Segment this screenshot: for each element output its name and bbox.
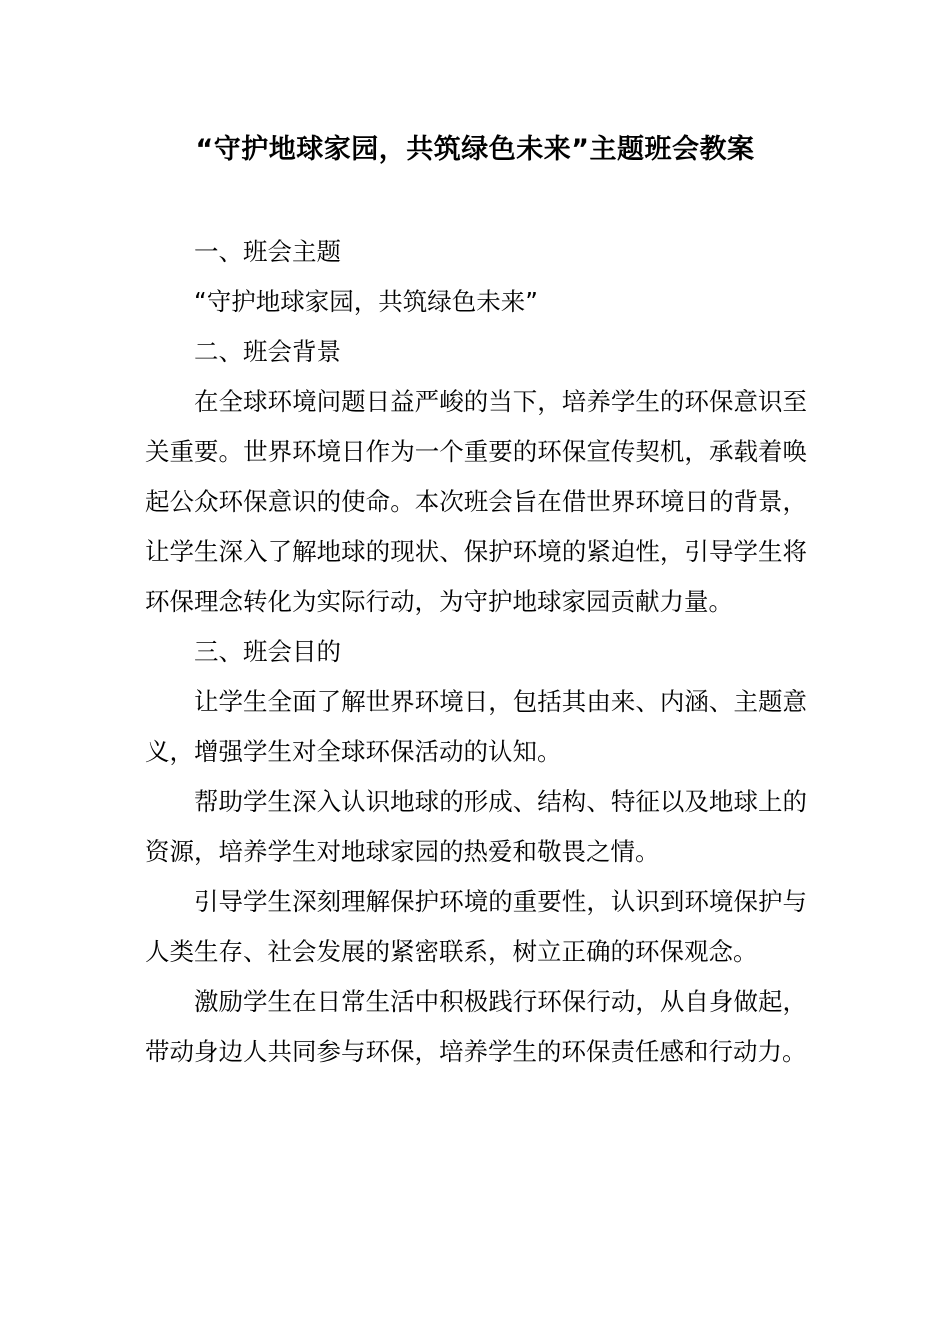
document-title: “守护地球家园，共筑绿色未来”主题班会教案 [195,134,755,165]
section-heading-theme: 一、班会主题 [194,237,341,266]
purpose-paragraph-3: 引导学生深刻理解保护环境的重要性，认识到环境保护与人类生存、社会发展的紧密联系，树立正确的环保观念。 [145,887,807,966]
background-paragraph: 在全球环境问题日益严峻的当下，培养学生的环保意识至关重要。世界环境日作为一个重要的环保宣传契机，承载着唤起公众环保意识的使命。本次班会旨在借世界环境日的背景，让学生深入了解地球的现状、保护环境的紧迫性，引导学生将环保理念转化为实际行动，为守护地球家园贡献力量。 [145,387,807,616]
purpose-paragraph-2: 帮助学生深入认识地球的形成、结构、特征以及地球上的资源，培养学生对地球家园的热爱和敬畏之情。 [145,787,807,866]
purpose-paragraph-4: 激励学生在日常生活中积极践行环保行动，从自身做起，带动身边人共同参与环保，培养学生的环保责任感和行动力。 [145,987,807,1066]
document-body [145,227,807,1077]
section-heading-background: 二、班会背景 [194,337,341,366]
purpose-paragraph-1: 让学生全面了解世界环境日，包括其由来、内涵、主题意义，增强学生对全球环保活动的认知。 [145,687,807,766]
theme-text: “守护地球家园，共筑绿色未来” [194,287,538,316]
section-heading-purpose: 三、班会目的 [194,637,341,666]
